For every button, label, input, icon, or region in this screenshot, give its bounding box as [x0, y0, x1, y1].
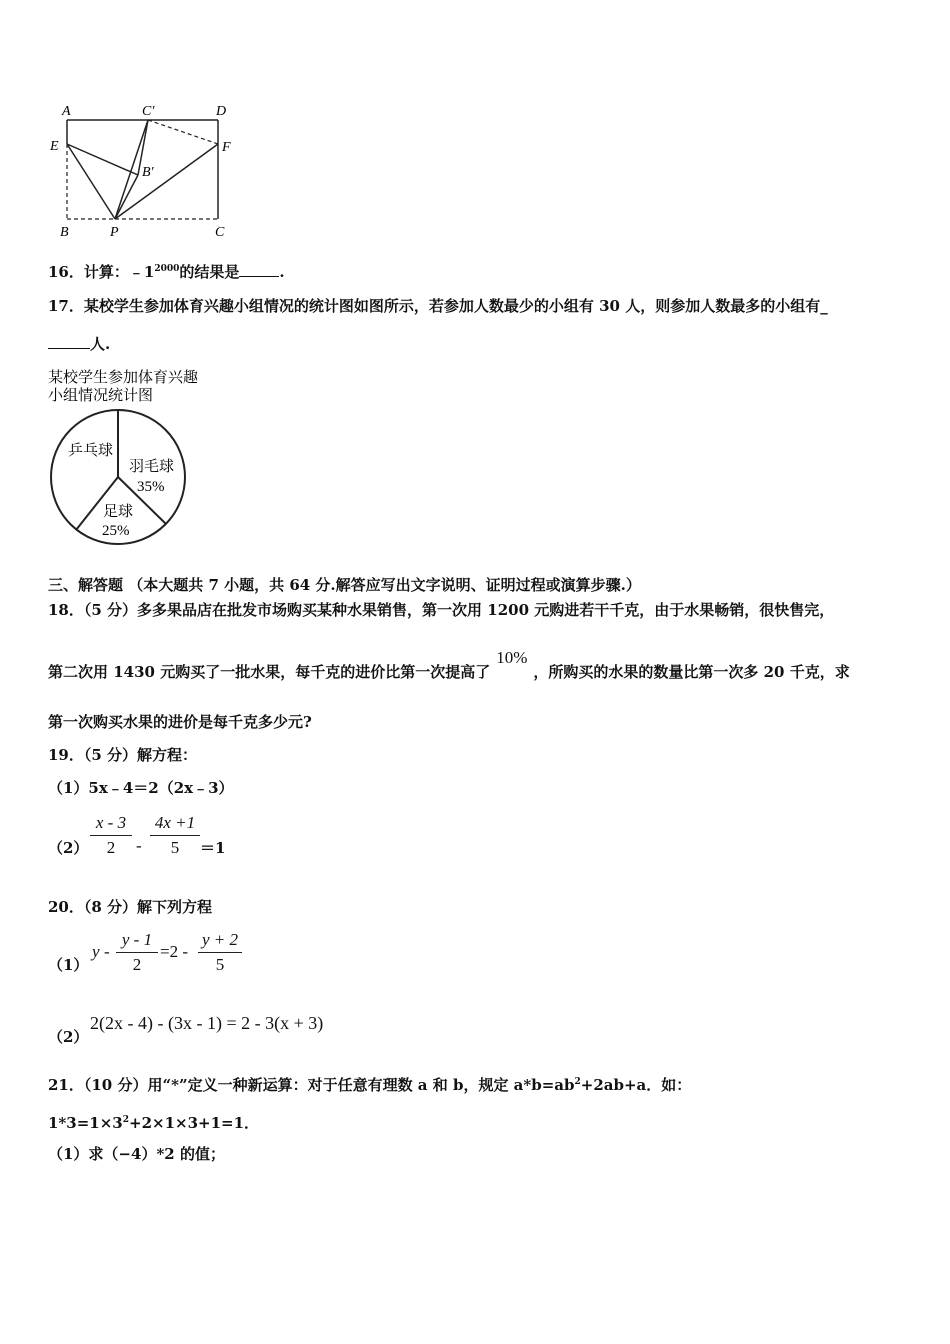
q20-p1-frac2-bar: [198, 952, 242, 953]
question-21-part1: （1）求（−4）*2 的值；: [48, 1145, 225, 1163]
question-18-line3: 第一次购买水果的进价是每千克多少元?: [48, 713, 312, 731]
question-17-line2: [48, 333, 110, 354]
q19-fraction-1: [90, 812, 132, 859]
label-E: E: [50, 139, 59, 154]
question-18-line2: [48, 648, 850, 682]
slice-value-football: 25%: [102, 523, 130, 539]
label-B: B: [60, 225, 69, 240]
q19-frac1-bar: [90, 835, 132, 836]
q21-line1-before: 21．（10 分）用“*”定义一种新运算：对于任意有理数 a 和 b，规定 a*b=ab: [48, 1076, 575, 1094]
q19-fraction-2: [150, 812, 200, 859]
q19-minus: -: [136, 836, 142, 855]
question-21-line2: [48, 1110, 259, 1133]
question-17-line1: 17．某校学生参加体育兴趣小组情况的统计图如图所示，若参加人数最少的小组有 30 人，则参加人数最多的小组有_: [48, 297, 828, 315]
question-21-line1: [48, 1072, 691, 1095]
q21-line1-sup: 2: [574, 1077, 581, 1087]
label-C-prime: C′: [142, 104, 155, 119]
question-19-part2-label: （2）: [48, 839, 89, 857]
label-B-prime: B′: [142, 165, 154, 180]
label-F: F: [222, 140, 231, 155]
q16-answer-blank[interactable]: [239, 261, 279, 277]
q21-line1-after: +2ab+a．如：: [580, 1076, 692, 1094]
pie-chart: [40, 364, 230, 554]
q16-exponent: 2000: [154, 264, 180, 274]
edge-C-prime-F-dashed: [148, 120, 218, 144]
label-C: C: [215, 225, 225, 240]
section-3-heading: 三、解答题 （本大题共 7 小题，共 64 分.解答应写出文字说明、证明过程或演算步骤.）: [48, 576, 641, 594]
q19-frac2-bar: [150, 835, 200, 836]
q16-prefix: 16．计算：﹣1: [48, 263, 155, 281]
q20-p1-fraction-1: [116, 929, 158, 976]
label-P: P: [110, 225, 119, 240]
q16-suffix: 的结果是: [179, 263, 240, 281]
q17-line2-suffix: 人.: [90, 335, 111, 353]
q18-percent: 10%: [496, 648, 528, 667]
question-20-part1-label: （1）: [48, 956, 89, 974]
q21-line2-before: 1*3=1×3: [48, 1114, 123, 1132]
question-19-title: 19．（5 分）解方程：: [48, 746, 198, 764]
question-19-part1: （1）5x﹣4＝2（2x﹣3）: [48, 779, 234, 797]
q20-p1-frac1-denominator: 2: [132, 955, 142, 974]
q20-p1-frac1-numerator: y - 1: [121, 930, 153, 949]
chart-title-line1: 某校学生参加体育兴趣: [48, 370, 199, 386]
q20-p1-minus: -: [104, 942, 110, 961]
q16-end: .: [279, 263, 285, 281]
q19-frac1-denominator: 2: [106, 838, 116, 857]
slice-label-pingpong: 乒乓球: [68, 443, 114, 459]
slice-label-badminton: 羽毛球: [129, 459, 175, 475]
q18-line2-before: 第二次用 1430 元购买了一批水果，每千克的进价比第一次提高了: [48, 663, 491, 681]
question-18-line1: 18．（5 分）多多果品店在批发市场购买某种水果销售，第一次用 1200 元购进若干千克，由于水果畅销，很快售完，: [48, 601, 835, 619]
question-20-part2-label: （2）: [48, 1028, 89, 1046]
label-A: A: [62, 104, 71, 119]
geometry-figure: [40, 98, 250, 243]
chart-title-line2: 小组情况统计图: [48, 388, 154, 404]
edge-B-prime-P: [115, 175, 138, 219]
q19-frac2-denominator: 5: [170, 838, 180, 857]
edge-PF: [115, 144, 218, 219]
q21-line2-sup: 2: [122, 1115, 129, 1125]
q20-p1-equals: =2 -: [160, 942, 188, 961]
q20-p1-frac2-numerator: y + 2: [201, 930, 239, 949]
q20-p1-frac2-denominator: 5: [215, 955, 225, 974]
q18-line2-after: ，所购买的水果的数量比第一次多 20 千克，求: [533, 663, 850, 681]
q17-answer-blank[interactable]: [48, 333, 90, 349]
question-16: [48, 259, 285, 282]
slice-value-badminton: 35%: [137, 479, 165, 495]
q20-p1-frac1-bar: [116, 952, 158, 953]
slice-label-football: 足球: [103, 504, 134, 520]
q20-p1-fraction-2: [198, 929, 242, 976]
q19-rhs: ＝1: [200, 839, 226, 857]
q19-frac1-numerator: x - 3: [95, 813, 127, 832]
q20-part2-expression: 2(2x - 4) - (3x - 1) = 2 - 3(x + 3): [90, 1013, 324, 1033]
q20-p1-y: y: [92, 942, 100, 961]
label-D: D: [216, 104, 227, 119]
q19-frac2-numerator: 4x +1: [154, 813, 196, 832]
q21-line2-after: +2×1×3+1=1．: [129, 1114, 260, 1132]
question-20-title: 20．（8 分）解下列方程: [48, 898, 213, 916]
